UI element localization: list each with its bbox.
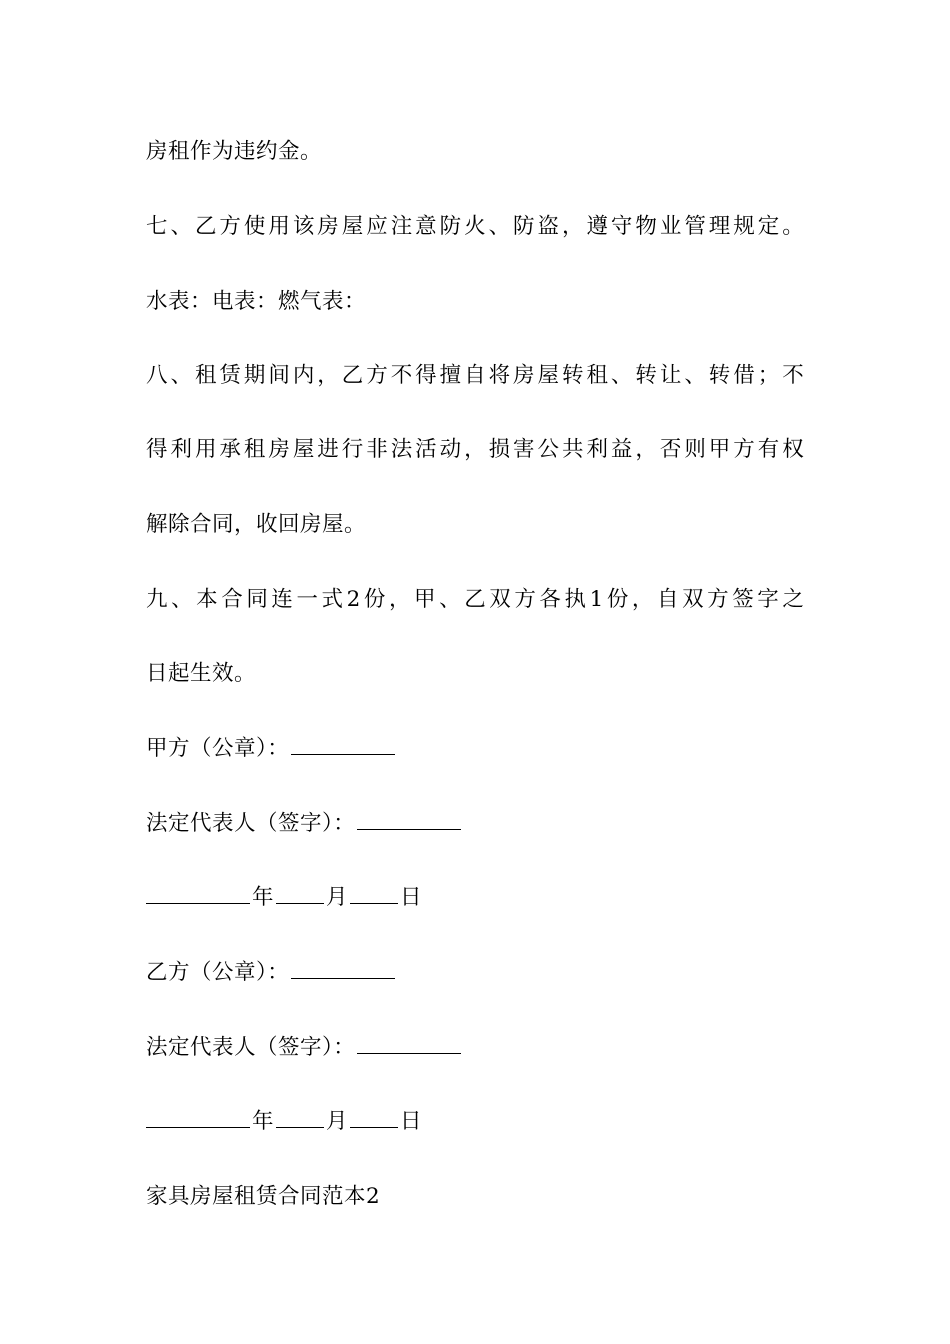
month-label: 月 bbox=[326, 885, 349, 910]
party-b-rep-row bbox=[146, 1033, 816, 1063]
month-blank bbox=[276, 1109, 324, 1128]
clause-eight-line-1: 八 、 租 赁 期 间 内 ， 乙 方 不 得 擅 自 将 房 屋 转 租 、 转 让 、 转 借 ； 不 bbox=[146, 363, 804, 388]
party-a-seal-blank bbox=[291, 736, 395, 755]
year-label: 年 bbox=[252, 1109, 275, 1134]
clause-seven: 七 、 乙 方 使 用 该 房 屋 应 注 意 防 火 、 防 盗 ， 遵 守 物 业 管 理 规 定 。 bbox=[146, 214, 804, 239]
party-b-seal-row bbox=[146, 958, 816, 988]
party-b-seal-blank bbox=[291, 960, 395, 979]
clause-nine-line-1: 九 、 本 合 同 连 一 式 2 份 ， 甲 、 乙 双 方 各 执 1 份 ， 自 双 方 签 字 之 bbox=[146, 587, 804, 612]
month-blank bbox=[276, 885, 324, 904]
next-contract-heading: 家具房屋租赁合同范本2 bbox=[146, 1184, 381, 1209]
party-a-rep-row bbox=[146, 809, 816, 839]
party-a-seal-row bbox=[146, 734, 816, 764]
party-a-rep-blank bbox=[357, 811, 461, 830]
party-b-rep-blank bbox=[357, 1035, 461, 1054]
party-a-date-row bbox=[146, 883, 816, 913]
party-a-seal-label: 甲方（公章）： bbox=[146, 736, 290, 761]
party-b-date-row bbox=[146, 1107, 816, 1137]
clause-eight-line-3: 解除合同，收回房屋。 bbox=[146, 512, 367, 537]
party-b-rep-label: 法定代表人（签字）： bbox=[146, 1035, 356, 1060]
clause-nine-line-2: 日起生效。 bbox=[146, 661, 257, 686]
clause-eight-line-2: 得 利 用 承 租 房 屋 进 行 非 法 活 动 ， 损 害 公 共 利 益 ， 否 则 甲 方 有 权 bbox=[146, 437, 804, 462]
paragraph-line: 房租作为违约金。 bbox=[146, 139, 323, 164]
meter-readings: 水表：电表：燃气表： bbox=[146, 289, 367, 314]
day-label: 日 bbox=[400, 1109, 423, 1134]
year-blank bbox=[146, 885, 250, 904]
day-blank bbox=[350, 1109, 398, 1128]
party-b-seal-label: 乙方（公章）： bbox=[146, 960, 290, 985]
day-blank bbox=[350, 885, 398, 904]
year-blank bbox=[146, 1109, 250, 1128]
party-a-rep-label: 法定代表人（签字）： bbox=[146, 811, 356, 836]
month-label: 月 bbox=[326, 1109, 349, 1134]
year-label: 年 bbox=[252, 885, 275, 910]
day-label: 日 bbox=[400, 885, 423, 910]
